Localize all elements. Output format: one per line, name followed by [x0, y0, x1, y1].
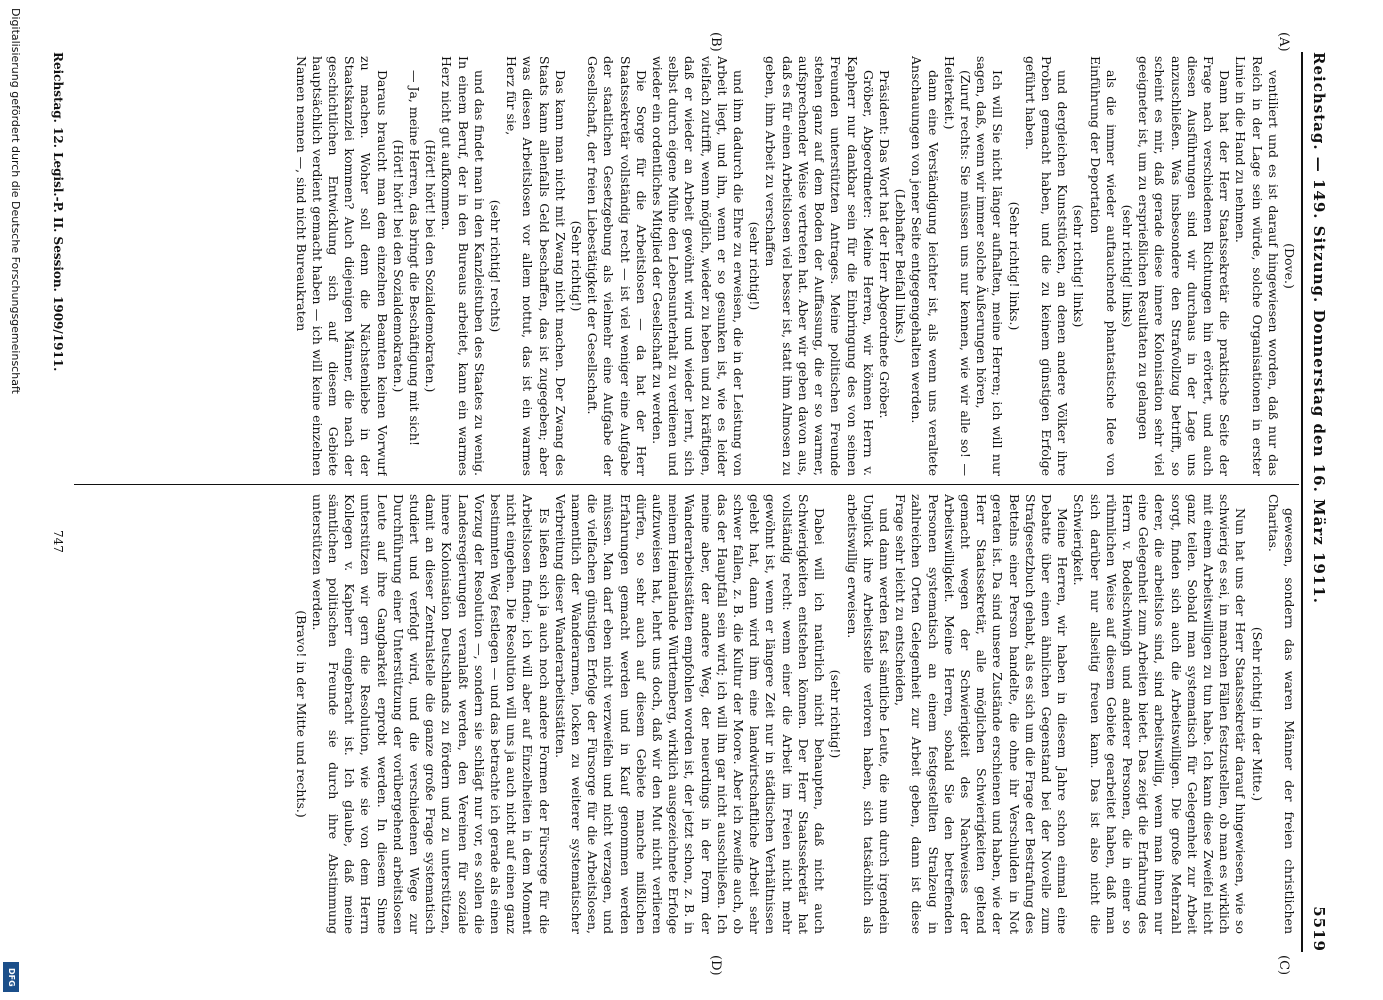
paragraph: Präsident: Das Wort hat der Herr Abgeordnete Gröber.: [876, 70, 892, 419]
paragraph: gewesen, sondern das waren Männer der freien christlichen Charitas.: [1265, 494, 1297, 934]
interjection: (Hört! hört! bei den Sozialdemokraten.): [423, 139, 439, 393]
dfg-logo-icon: DFG: [3, 962, 19, 992]
paragraph: ventiliert und es ist darauf hingewiesen worden, daß nur das Reich in der Lage sein würde, solche Organisationen in erster Linie in die Hand zu nehmen.: [1233, 56, 1281, 476]
interjection: (Bravo! in der Mitte und rechts.): [293, 610, 309, 818]
paragraph: (Zuruf rechts: Sie müssen uns nur kennen, wie wir alle so! — Heiterkeit.): [941, 56, 973, 476]
interjection: (Lebhafter Beifall links.): [893, 188, 909, 344]
paragraph: Nun hat uns der Herr Staatssekretär darauf hingewiesen, wie so schwierig es sei, in manchen Fällen festzustellen, ob man es wirklich mit einem Arbeitswilligen zu tun habe. Ich kann diese Zweifel nicht ganz teilen. Sobald man systematisch für Gelegenheit zur Arbeit sorgt, finden sich auch die Arbeitswilligen. Die große Mehrzahl derer, die arbeitslos sind, sind arbeitswillig, wenn man ihnen nur eine Gelegenheit zum Arbeiten bietet. Das zeigt die Erfahrung des Herrn v. Bodelschwingh und anderer Personen, die in einer so rühmlichen Weise auf diesem Gebiete gearbeitet haben, daß man sich darüber nur allseitig freuen kann. Das ist also nicht die Schwierigkeit.: [1071, 494, 1249, 934]
margin-marker-a: (A): [1276, 32, 1291, 52]
interjection: (Sehr richtig!): [569, 220, 585, 312]
right-text-column: [67, 494, 1297, 934]
paragraph: Dann hat der Herr Staatssekretär die praktische Seite der Frage nach verschiedenen Richtungen hin erörtert, und auch diesen Ausführungen sind wir durchaus in der Lage uns anzuschließen. Was insbesondere den Strafvollzug betrifft, so scheint es mir, daß gerade diese innere Kolonisation sehr viel geeigneter ist, um zu ersprießlichen Resultaten zu gelangen: [1136, 56, 1233, 476]
paragraph: — Ja, meine Herren, das bringt die Beschäftigung mit sich!: [407, 70, 423, 446]
margin-marker-c: (C): [1276, 955, 1291, 976]
page-number: 5519: [1310, 906, 1328, 952]
interjection: (sehr richtig!): [828, 669, 844, 759]
header-rule: [1301, 52, 1303, 952]
paragraph: Die Sorge für die Arbeitslosen — da hat der Herr Staatssekretär vollständig recht — ist viel weniger eine Aufgabe der staatlichen Gesetzgebung als vielmehr eine Aufgabe der Gesellschaft, der freien Liebestätigkeit der Gesellschaft.: [585, 56, 649, 476]
interjection: (Dove.): [1282, 243, 1297, 289]
paragraph: Dabei will ich natürlich nicht behaupten, daß nicht auch Schwierigkeiten entstehen können. Der Herr Staatssekretär hat vollständig recht: wenn einer die Arbeit im Freien nicht mehr gewöhnt ist, wenn er längere Zeit nur in städtischen Verhältnissen gelebt hat, dann wird ihm eine landwirtschaftliche Arbeit sehr schwer fallen, z. B. die Kultur der Moore. Aber ich zweifle auch, ob das der Hauptfall sein wird; ich will ihn gar nicht ausschließen. Ich meine aber, der andere Weg, der neuerdings in der Form der Wanderarbeitsstätten empfohlen worden ist, der jetzt schon, z. B. in meinem Heimatlande Württemberg, wirklich ausgezeichnete Erfolge aufzuweisen hat, lehrt uns doch, daß wir den Mut nicht verlieren dürfen, so sehr auch auf diesem Gebiete manche mißlichen Erfahrungen gemacht werden und in Kauf genommen werden müssen. Man darf eben nicht verzweifeln und nicht verzagen, und die vielfachen günstigen Erfolge der Fürsorge für die Arbeitslosen, namentlich der Wanderarmen, locken zu weiterer systematischer Verbreitung dieser Wanderarbeitsstätten.: [552, 494, 828, 934]
paragraph: Daraus braucht man dem einzelnen Beamten keinen Vorwurf zu machen. Woher soll denn die Nächstenliebe in der Staatskanzlei kommen? Auch diejenigen Männer, die nach der geschichtlichen Entwicklung sich auf diesem Gebiete hauptsächlich verdient gemacht haben — ich will keine einzelnen Namen nennen —, sind nicht Bureaukraten: [293, 56, 390, 476]
paragraph: Das kann man nicht mit Zwang nicht machen. Der Zwang des Staats kann allenfalls Geld beschaffen, das ist zugegeben; aber was diesen Arbeitslosen vor allem nottut, das ist ein warmes Herz für sie,: [504, 56, 568, 476]
digitization-credit: Digitalisierung gefördert durch die Deutsche Forschungsgemeinschaft: [9, 8, 22, 394]
running-header: [1306, 52, 1328, 952]
paragraph: dann eine Verständigung leichter ist, als wenn uns veraltete Anschauungen von jener Seite entgegengehalten werden.: [909, 56, 941, 476]
paragraph: Meine Herren, wir haben in diesem Jahre schon einmal eine Debatte über einen ähnlichen Gegenstand bei der Novelle zum Strafgesetzbuch gehabt, als es sich um die Frage der Bestrafung des Bettelns einer Person handelte, die ohne ihr Verschulden in Not geraten ist. Da sind unsere Zustände erschienen und haben, wie der Herr Staatssekretär, alle möglichen Schwierigkeiten geltend gemacht wegen der Schwierigkeit des Nachweises der Arbeitswilligkeit. Meine Herren, sobald Sie den betreffenden Personen systematisch an einem festgestellten Stralzeug in zahlreichen Orten Gelegenheit zur Arbeit geben, dann ist diese Frage sehr leicht zu entscheiden,: [893, 494, 1071, 934]
margin-marker-b: (B): [708, 32, 723, 52]
paragraph: Es ließen sich ja auch noch andere Formen der Fürsorge für die Arbeitslosen finden; ich will aber auf Einzelheiten in dem Moment nicht eingehen. Die Resolution will uns ja auch nicht auf einen ganz bestimmten Weg festlegen — und das betrachte ich gerade als einen Vorzug der Resolution —, sondern sie schlägt nur vor, es sollen die Landesregierungen veranlaßt werden, den Vereinen für soziale innere Kolonisation Deutschlands zu fördern und zu unterstützen, damit an dieser Zentralstelle die ganze große Frage systematisch studiert und verfolgt wird, und die verschiedenen Wege zur Durchführung einer Unterstützung der vorübergehend arbeitslosen Leute auf ihre Gangbarkeit erprobt werden. In diesem Sinne unterstützen wir gern die Resolution, wie sie von dem Herrn Kollegen v. Kapherr eingebracht ist. Ich glaube, daß meine sämtlichen politischen Freunde sie durch ihre Abstimmung unterstützen werden.: [309, 494, 552, 934]
paragraph: und dergleichen Kunststücken, an denen andere Völker ihre Proben gemacht haben, und die zu keinem günstigen Erfolge geführt haben.: [1022, 56, 1071, 476]
margin-marker-d: (D): [708, 955, 723, 976]
column-divider: [74, 484, 1299, 485]
interjection: (sehr richtig! links): [1119, 204, 1135, 328]
interjection: (Hört! hört! bei den Sozialdemokraten.): [390, 139, 406, 393]
header-title: Reichstag. — 149. Sitzung. Donnerstag den 16. März 1911.: [1310, 52, 1328, 604]
interjection: (Sehr richtig! links.): [1006, 201, 1022, 331]
paragraph: als die immer wieder auftauchende phantastische Idee von Einführung der Deportation: [1087, 56, 1119, 476]
paragraph: und das findet man in den Kanzleistuben des Staates zu wenig. In einem Beruf, der in den Bureaus arbeitet, kann ein warmes Herz nicht gut aufkommen.: [439, 56, 487, 476]
interjection: (sehr richtig! rechts): [488, 199, 504, 333]
interjection: (sehr richtig! links): [1071, 204, 1087, 328]
paragraph: Gröber, Abgeordneter: Meine Herren, wir können Herrn v. Kapherr nur dankbar sein für die Einbringung des von seinen Freunden unterstützten Antrages. Meine politischen Freunde stehen ganz auf dem Boden der Auffassung, die er so warmer, aufsprechender Weise vertreten hat. Aber wir geben davon aus, daß es für einen Arbeitslosen viel besser ist, statt ihm Almosen zu geben, ihm Arbeit zu verschaffen: [763, 56, 876, 476]
paragraph: Ich will Sie nicht länger aufhalten, meine Herren; ich will nur sagen, daß, wenn wir immer solche Äußerungen hören,: [974, 56, 1006, 476]
footer-folio: 747: [51, 530, 65, 553]
interjection: (sehr richtig!): [747, 221, 763, 311]
paragraph: und dann werden fast sämtliche Leute, die nun durch irgendein Unglück ihre Arbeitsstelle verloren haben, sich tatsächlich als arbeitswillig erweisen.: [844, 494, 892, 934]
footer-imprint: Reichstag. 12. Legisl.-P. II. Session. 1909/1911.: [51, 52, 65, 372]
left-text-column: [67, 56, 1297, 476]
interjection: (Sehr richtig! in der Mitte.): [1249, 626, 1265, 802]
paragraph: und ihm dadurch die Ehre zu erweisen, die in der Leistung von Arbeit liegt, und ihn, wenn er so gesunken ist, wie es leider vielfach zutrifft, wenn möglich, wieder zu heben und zu kräftigen, daß er wieder an Arbeit gewöhnt wird und wieder lernt, sich selbst durch eigene Mühe den Lebensunterhalt zu verdienen und wieder ein ordentliches Mitglied der Gesellschaft zu werden.: [650, 56, 747, 476]
digitization-sidebar: [0, 0, 22, 1000]
